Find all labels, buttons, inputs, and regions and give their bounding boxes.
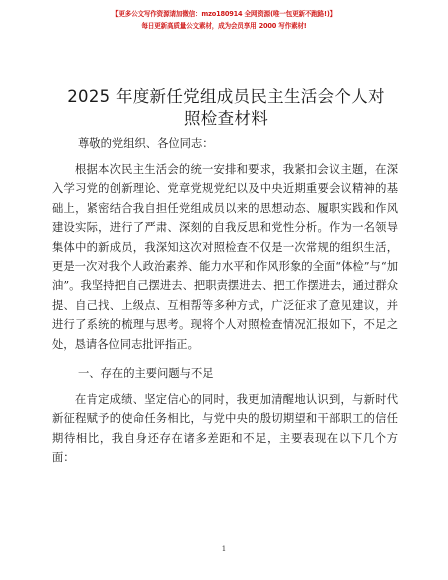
promo-banner-line-1: 【更多公文写作资源请加微信：mzo180914 全网资源(唯一包更新不跑路!)】: [111, 10, 337, 18]
salutation: 尊敬的党组织、各位同志：: [78, 137, 214, 150]
document-title: 2025 年度新任党组成员民主生活会个人对照检查材料: [67, 87, 385, 128]
promo-banner-line-2: 每日更新高质量公文素材，成为会员享用 2000 写作素材!: [141, 22, 307, 30]
page-number: 1: [221, 545, 227, 553]
body-paragraph-2: 在肯定成绩、坚定信心的同时，我更加清醒地认识到，与新时代新征程赋予的使命任务相比，与党中央的殷切期望和干部职工的信任期待相比，我自身还存在诸多差距和不足，主要表现在以下几个方面：: [52, 393, 398, 465]
body-paragraph-1: 根据本次民主生活会的统一安排和要求，我紧扣会议主题，在深入学习党的创新理论、党章党规党纪以及中央近期重要会议精神的基础上，紧密结合我自担任党组成员以来的思想动态、履职实践和作风建设实际，进行了严肃、深刻的自我反思和党性分析。作为一名领导集体中的新成员，我深知这次对照检查不仅是一次常规的组织生活，更是一次对我个人政治素养、能力水平和作风形象的全面“体检”与“加油”。我坚持把自己摆进去、把职责摆进去、把工作摆进去，通过群众提、自己找、上级点、互相帮等多种方式，广泛征求了意见建议，并进行了系统的梳理与思考。现将个人对照检查情况汇报如下，不足之处，恳请各位同志批评指正。: [52, 163, 398, 351]
section-heading-1: 一、存在的主要问题与不足: [78, 367, 214, 380]
